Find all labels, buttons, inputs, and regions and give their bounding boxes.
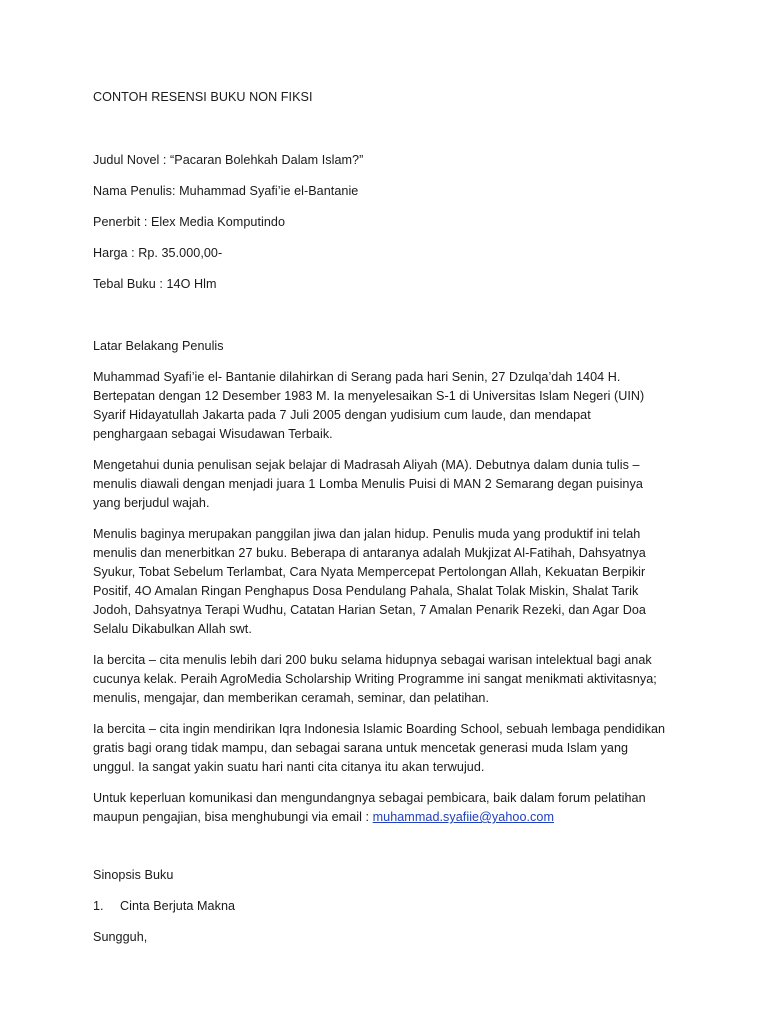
paragraph-line: Ia bercita – cita ingin mendirikan Iqra Indonesia Islamic Boarding School, sebuah lembaga pendidikan — [93, 722, 666, 736]
synopsis-opening: Sungguh, — [93, 930, 148, 944]
paragraph-line: unggul. Ia sangat yakin suatu hari nanti cita citanya itu akan terwujud. — [93, 760, 485, 774]
paragraph-line: Bertepatan dengan 12 Desember 1983 M. Ia menyelesaikan S-1 di Universitas Islam Negeri (UIN) — [93, 389, 645, 403]
contact-email-line — [93, 808, 693, 827]
paragraph-contact — [93, 789, 693, 827]
meta-publisher: Penerbit : Elex Media Komputindo — [93, 215, 286, 229]
contact-email-prefix: maupun pengajian, bisa menghubungi via email : — [93, 810, 373, 824]
paragraph-line: menulis diawali dengan menjadi juara 1 Lomba Menulis Puisi di MAN 2 Semarang degan puisinya — [93, 477, 643, 491]
list-item-number: 1. — [93, 899, 104, 913]
meta-page-count: Tebal Buku : 14O Hlm — [93, 277, 217, 291]
meta-author: Nama Penulis: Muhammad Syafi’ie el-Bantanie — [93, 184, 359, 198]
paragraph-line: Untuk keperluan komunikasi dan mengundangnya sebagai pembicara, baik dalam forum pelatihan — [93, 791, 646, 805]
paragraph-line: menulis, mengajar, dan memberikan ceramah, seminar, dan pelatihan. — [93, 691, 490, 705]
meta-price: Harga : Rp. 35.000,00- — [93, 246, 223, 260]
document-title: CONTOH RESENSI BUKU NON FIKSI — [93, 90, 313, 104]
paragraph-line: Menulis baginya merupakan panggilan jiwa dan jalan hidup. Penulis muda yang produktif ini telah — [93, 527, 641, 541]
list-item-text: Cinta Berjuta Makna — [120, 899, 236, 913]
email-link[interactable]: muhammad.syafiie@yahoo.com — [372, 810, 554, 824]
paragraph-line: penghargaan sebagai Wisudawan Terbaik. — [93, 427, 333, 441]
paragraph-line: Selalu Dikabulkan Allah swt. — [93, 622, 252, 636]
document-content — [93, 88, 693, 947]
paragraph-aspiration-school — [93, 720, 693, 777]
paragraph-aspiration-writing — [93, 651, 693, 708]
paragraph-line: yang berjudul wajah. — [93, 496, 210, 510]
meta-book-title: Judul Novel : “Pacaran Bolehkah Dalam Islam?” — [93, 153, 364, 167]
paragraph-writing-debut — [93, 456, 693, 513]
paragraph-bibliography — [93, 525, 693, 639]
paragraph-line: Positif, 4O Amalan Ringan Penghapus Dosa Pendulang Pahala, Shalat Tolak Miskin, Shalat Tarik — [93, 584, 639, 598]
paragraph-line: menulis dan menerbitkan 27 buku. Beberapa di antaranya adalah Mukjizat Al-Fatihah, Dahsyatnya — [93, 546, 646, 560]
section-heading-synopsis: Sinopsis Buku — [93, 868, 174, 882]
section-heading-background: Latar Belakang Penulis — [93, 339, 224, 353]
paragraph-line: Ia bercita – cita menulis lebih dari 200 buku selama hidupnya sebagai warisan intelektual bagi anak — [93, 653, 652, 667]
paragraph-line: Jodoh, Dahsyatnya Terapi Wudhu, Catatan Harian Setan, 7 Amalan Penarik Rezeki, dan Agar Doa — [93, 603, 646, 617]
paragraph-line: cucunya kelak. Peraih AgroMedia Scholarship Writing Programme ini sangat menikmati aktivitasnya; — [93, 672, 657, 686]
paragraph-line: Syukur, Tobat Sebelum Terlambat, Cara Nyata Mempercepat Pertolongan Allah, Kekuatan Berpikir — [93, 565, 646, 579]
paragraph-line: Mengetahui dunia penulisan sejak belajar di Madrasah Aliyah (MA). Debutnya dalam dunia tulis – — [93, 458, 640, 472]
paragraph-line: gratis bagi orang tidak mampu, dan sebagai sarana untuk mencetak generasi muda Islam yang — [93, 741, 629, 755]
paragraph-line: Muhammad Syafi’ie el- Bantanie dilahirkan di Serang pada hari Senin, 27 Dzulqa’dah 1404 H. — [93, 370, 621, 384]
paragraph-line: Syarif Hidayatullah Jakarta pada 7 Juli 2005 dengan yudisium cum laude, dan mendapat — [93, 408, 591, 422]
synopsis-list-item — [93, 897, 693, 916]
paragraph-birth — [93, 368, 693, 444]
